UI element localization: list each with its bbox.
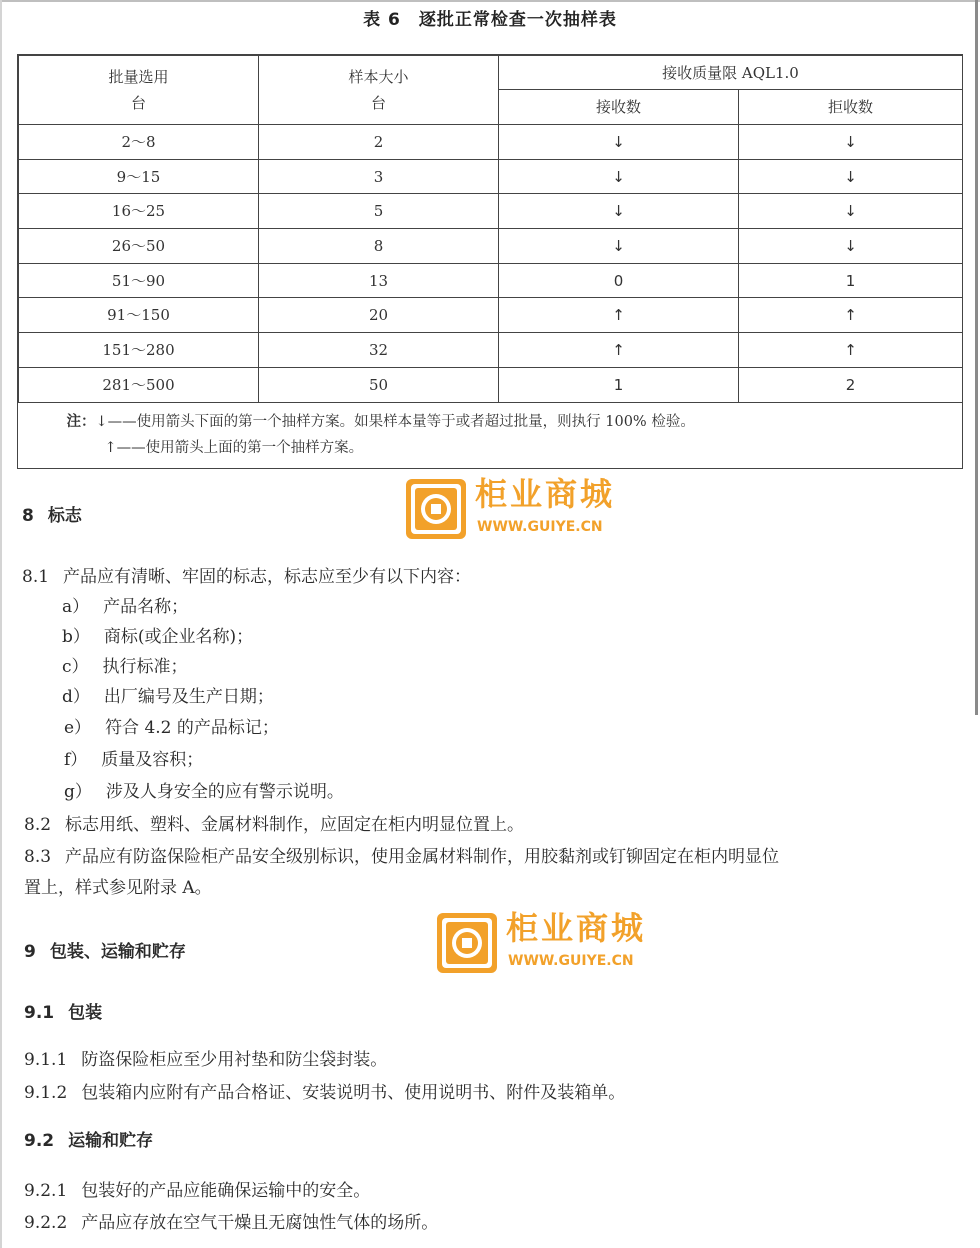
clause-9-2-1 [24,1180,370,1202]
cell-reject: ↓ [739,194,963,229]
list-item [64,749,203,771]
cell-reject: 1 [739,263,963,298]
header-batch-unit: 台 [130,94,146,112]
page-top-border [0,0,980,2]
list-item-text: 符合 4.2 的产品标记； [105,718,279,738]
cell-batch: 91～150 [19,298,259,333]
clause-text: 产品应存放在空气干燥且无腐蚀性气体的场所。 [81,1213,439,1233]
watermark-2 [436,909,672,974]
list-item-marker: d） [62,687,90,707]
cell-batch: 9～15 [19,159,259,194]
list-item [62,656,188,678]
note-line-1 [67,409,963,435]
cell-sample: 3 [259,159,499,194]
watermark-logo-icon [405,478,467,540]
header-accept: 接收数 [499,90,739,125]
cell-accept: ↓ [499,229,739,264]
clause-8-3 [24,846,779,868]
section-title: 标志 [47,506,82,526]
list-item-text: 产品名称； [103,597,189,617]
clause-number: 8.2 [24,815,52,835]
cell-accept: ↓ [499,125,739,160]
cell-sample: 50 [259,367,499,402]
clause-number: 9.2.1 [24,1181,68,1201]
cell-reject: ↓ [739,125,963,160]
cell-batch: 51～90 [19,263,259,298]
section-title: 包装、运输和贮存 [49,942,186,962]
clause-8-1 [22,566,471,588]
table-note [19,402,963,470]
cell-batch: 281～500 [19,367,259,402]
table-row [19,263,963,298]
clause-text: 产品应有防盗保险柜产品安全级别标识，使用金属材料制作，用胶黏剂或钉铆固定在柜内明显位 [65,847,780,867]
cell-sample: 13 [259,263,499,298]
header-sample-label: 样本大小 [348,68,409,86]
section-8-heading [22,505,82,527]
list-item [64,781,344,803]
cell-accept: ↓ [499,194,739,229]
clause-number: 9.2.2 [24,1213,68,1233]
watermark-title: 柜业商城 [506,909,647,947]
clause-text: 产品应有清晰、牢固的标志，标志应至少有以下内容： [63,567,472,587]
cell-reject: ↑ [739,298,963,333]
header-reject: 拒收数 [739,90,963,125]
clause-8-2 [24,814,524,836]
cell-sample: 20 [259,298,499,333]
watermark-1 [405,475,641,540]
cell-sample: 32 [259,333,499,368]
note-line-2: ↑——使用箭头上面的第一个抽样方案。 [104,439,364,456]
cell-reject: ↓ [739,229,963,264]
list-item-marker: c） [62,657,89,677]
header-sample [259,56,499,125]
header-sample-unit: 台 [370,94,386,112]
list-item-text: 商标(或企业名称)； [103,627,254,647]
table-row [19,367,963,402]
cell-reject: ↓ [739,159,963,194]
list-item [62,626,253,648]
list-item-text: 出厂编号及生产日期； [103,687,274,707]
list-item-marker: a） [62,597,90,617]
cell-batch: 151～280 [19,333,259,368]
table-row [19,298,963,333]
cell-batch: 16～25 [19,194,259,229]
clause-number: 9.1.2 [24,1083,68,1103]
cell-sample: 5 [259,194,499,229]
table-row [19,194,963,229]
table-row [19,125,963,160]
page-right-border [975,0,978,715]
list-item-marker: b） [62,627,90,647]
section-number: 9.1 [24,1003,55,1023]
cell-reject: 2 [739,367,963,402]
clause-text: 包装箱内应附有产品合格证、安装说明书、使用说明书、附件及装箱单。 [81,1083,626,1103]
section-number: 9.2 [24,1131,55,1151]
list-item-text: 执行标准； [102,657,188,677]
cell-reject: ↑ [739,333,963,368]
cell-accept: ↑ [499,333,739,368]
cell-batch: 26～50 [19,229,259,264]
header-batch [19,56,259,125]
watermark-logo-icon [436,912,498,974]
table-title: 表 6 逐批正常检查一次抽样表 [363,10,617,30]
clause-8-3-continued: 置上，样式参见附录 A。 [24,878,212,898]
clause-text: 标志用纸、塑料、金属材料制作，应固定在柜内明显位置上。 [65,815,525,835]
watermark-url: WWW.GUIYE.CN [477,519,603,535]
section-9-heading [24,941,186,963]
clause-text: 包装好的产品应能确保运输中的安全。 [81,1181,371,1201]
table-row [19,159,963,194]
list-item-marker: f） [64,750,88,770]
section-9-2-heading [24,1130,153,1152]
section-9-1-heading [24,1002,102,1024]
section-title: 运输和贮存 [68,1131,154,1151]
section-number: 8 [22,506,34,526]
header-batch-label: 批量选用 [108,68,169,86]
clause-text: 防盗保险柜应至少用衬垫和防尘袋封装。 [81,1050,388,1070]
note-label: 注： [66,413,96,430]
list-item [62,596,188,618]
note-text-1: ↓——使用箭头下面的第一个抽样方案。如果样本量等于或者超过批量，则执行 100% 检验。 [95,413,695,430]
section-number: 9 [24,942,36,962]
watermark-url: WWW.GUIYE.CN [508,953,634,969]
page-left-border [0,0,2,1248]
table-note-row [19,402,963,470]
list-item-marker: e） [64,718,92,738]
watermark-title: 柜业商城 [475,475,616,513]
sampling-table-frame [17,54,963,469]
list-item [64,717,279,739]
cell-accept: ↑ [499,298,739,333]
clause-9-2-2 [24,1212,438,1234]
cell-sample: 2 [259,125,499,160]
list-item-text: 质量及容积； [101,750,204,770]
clause-number: 8.1 [22,567,50,587]
clause-9-1-2 [24,1082,625,1104]
clause-9-1-1 [24,1049,387,1071]
cell-accept: ↓ [499,159,739,194]
table-row [19,333,963,368]
list-item-marker: g） [64,782,92,802]
cell-accept: 1 [499,367,739,402]
sampling-table [18,55,963,470]
table-row [19,229,963,264]
cell-batch: 2～8 [19,125,259,160]
table-header-row [19,56,963,90]
list-item-text: 涉及人身安全的应有警示说明。 [105,782,344,802]
list-item [62,686,274,708]
header-aql: 接收质量限 AQL1.0 [499,56,963,90]
cell-accept: 0 [499,263,739,298]
cell-sample: 8 [259,229,499,264]
clause-number: 8.3 [24,847,52,867]
section-title: 包装 [68,1003,103,1023]
clause-number: 9.1.1 [24,1050,68,1070]
